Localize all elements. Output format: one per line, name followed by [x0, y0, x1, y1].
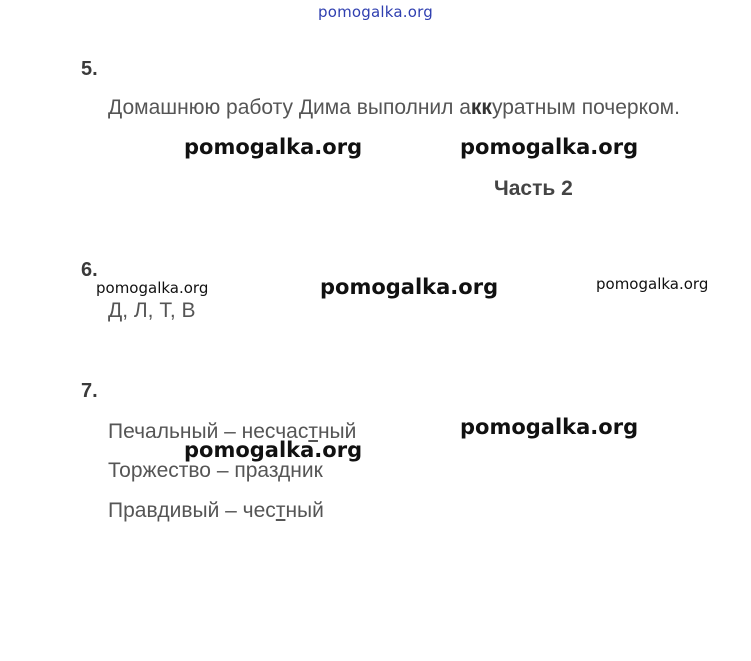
task-7-line-3	[108, 499, 324, 523]
task-5-answer-bold: кк	[470, 96, 492, 119]
watermark-row2-center: pomogalka.org	[320, 275, 499, 299]
task-5-answer-after: уратным почерком.	[491, 96, 680, 119]
watermark-row1-right: pomogalka.org	[460, 135, 639, 159]
task-7-line-1-before: Печальный – несчас	[108, 420, 309, 443]
task-6-number: 6.	[81, 259, 98, 281]
watermark-row1-left: pomogalka.org	[184, 135, 363, 159]
task-7-line-1-underlined: т	[308, 420, 318, 443]
task-7-line-2-after: ник	[290, 459, 323, 482]
task-7-line-2-underlined: д	[278, 459, 291, 482]
task-7-line-2	[108, 459, 323, 483]
task-7-line-2-before: Торжество – праз	[108, 459, 278, 482]
task-7-line-3-underlined: т	[275, 499, 286, 522]
task-5-number: 5.	[81, 58, 98, 80]
task-6-answer: Д, Л, Т, В	[108, 299, 196, 322]
part-label: Часть 2	[494, 177, 573, 200]
watermark-row3-left: pomogalka.org	[184, 438, 363, 462]
task-7-number: 7.	[81, 380, 98, 402]
task-7-line-3-before: Правдивый – чес	[108, 499, 276, 522]
task-7-line-3-after: ный	[285, 499, 324, 522]
watermark-row3-right: pomogalka.org	[460, 415, 639, 439]
watermark-row2-small-right: pomogalka.org	[596, 275, 709, 293]
watermark-row2-small-left: pomogalka.org	[96, 279, 209, 297]
task-7-line-1-after: ный	[317, 420, 357, 443]
header-watermark: pomogalka.org	[318, 3, 433, 21]
task-5-answer	[108, 96, 680, 120]
task-5-answer-before: Домашнюю работу Дима выполнил а	[108, 96, 471, 119]
